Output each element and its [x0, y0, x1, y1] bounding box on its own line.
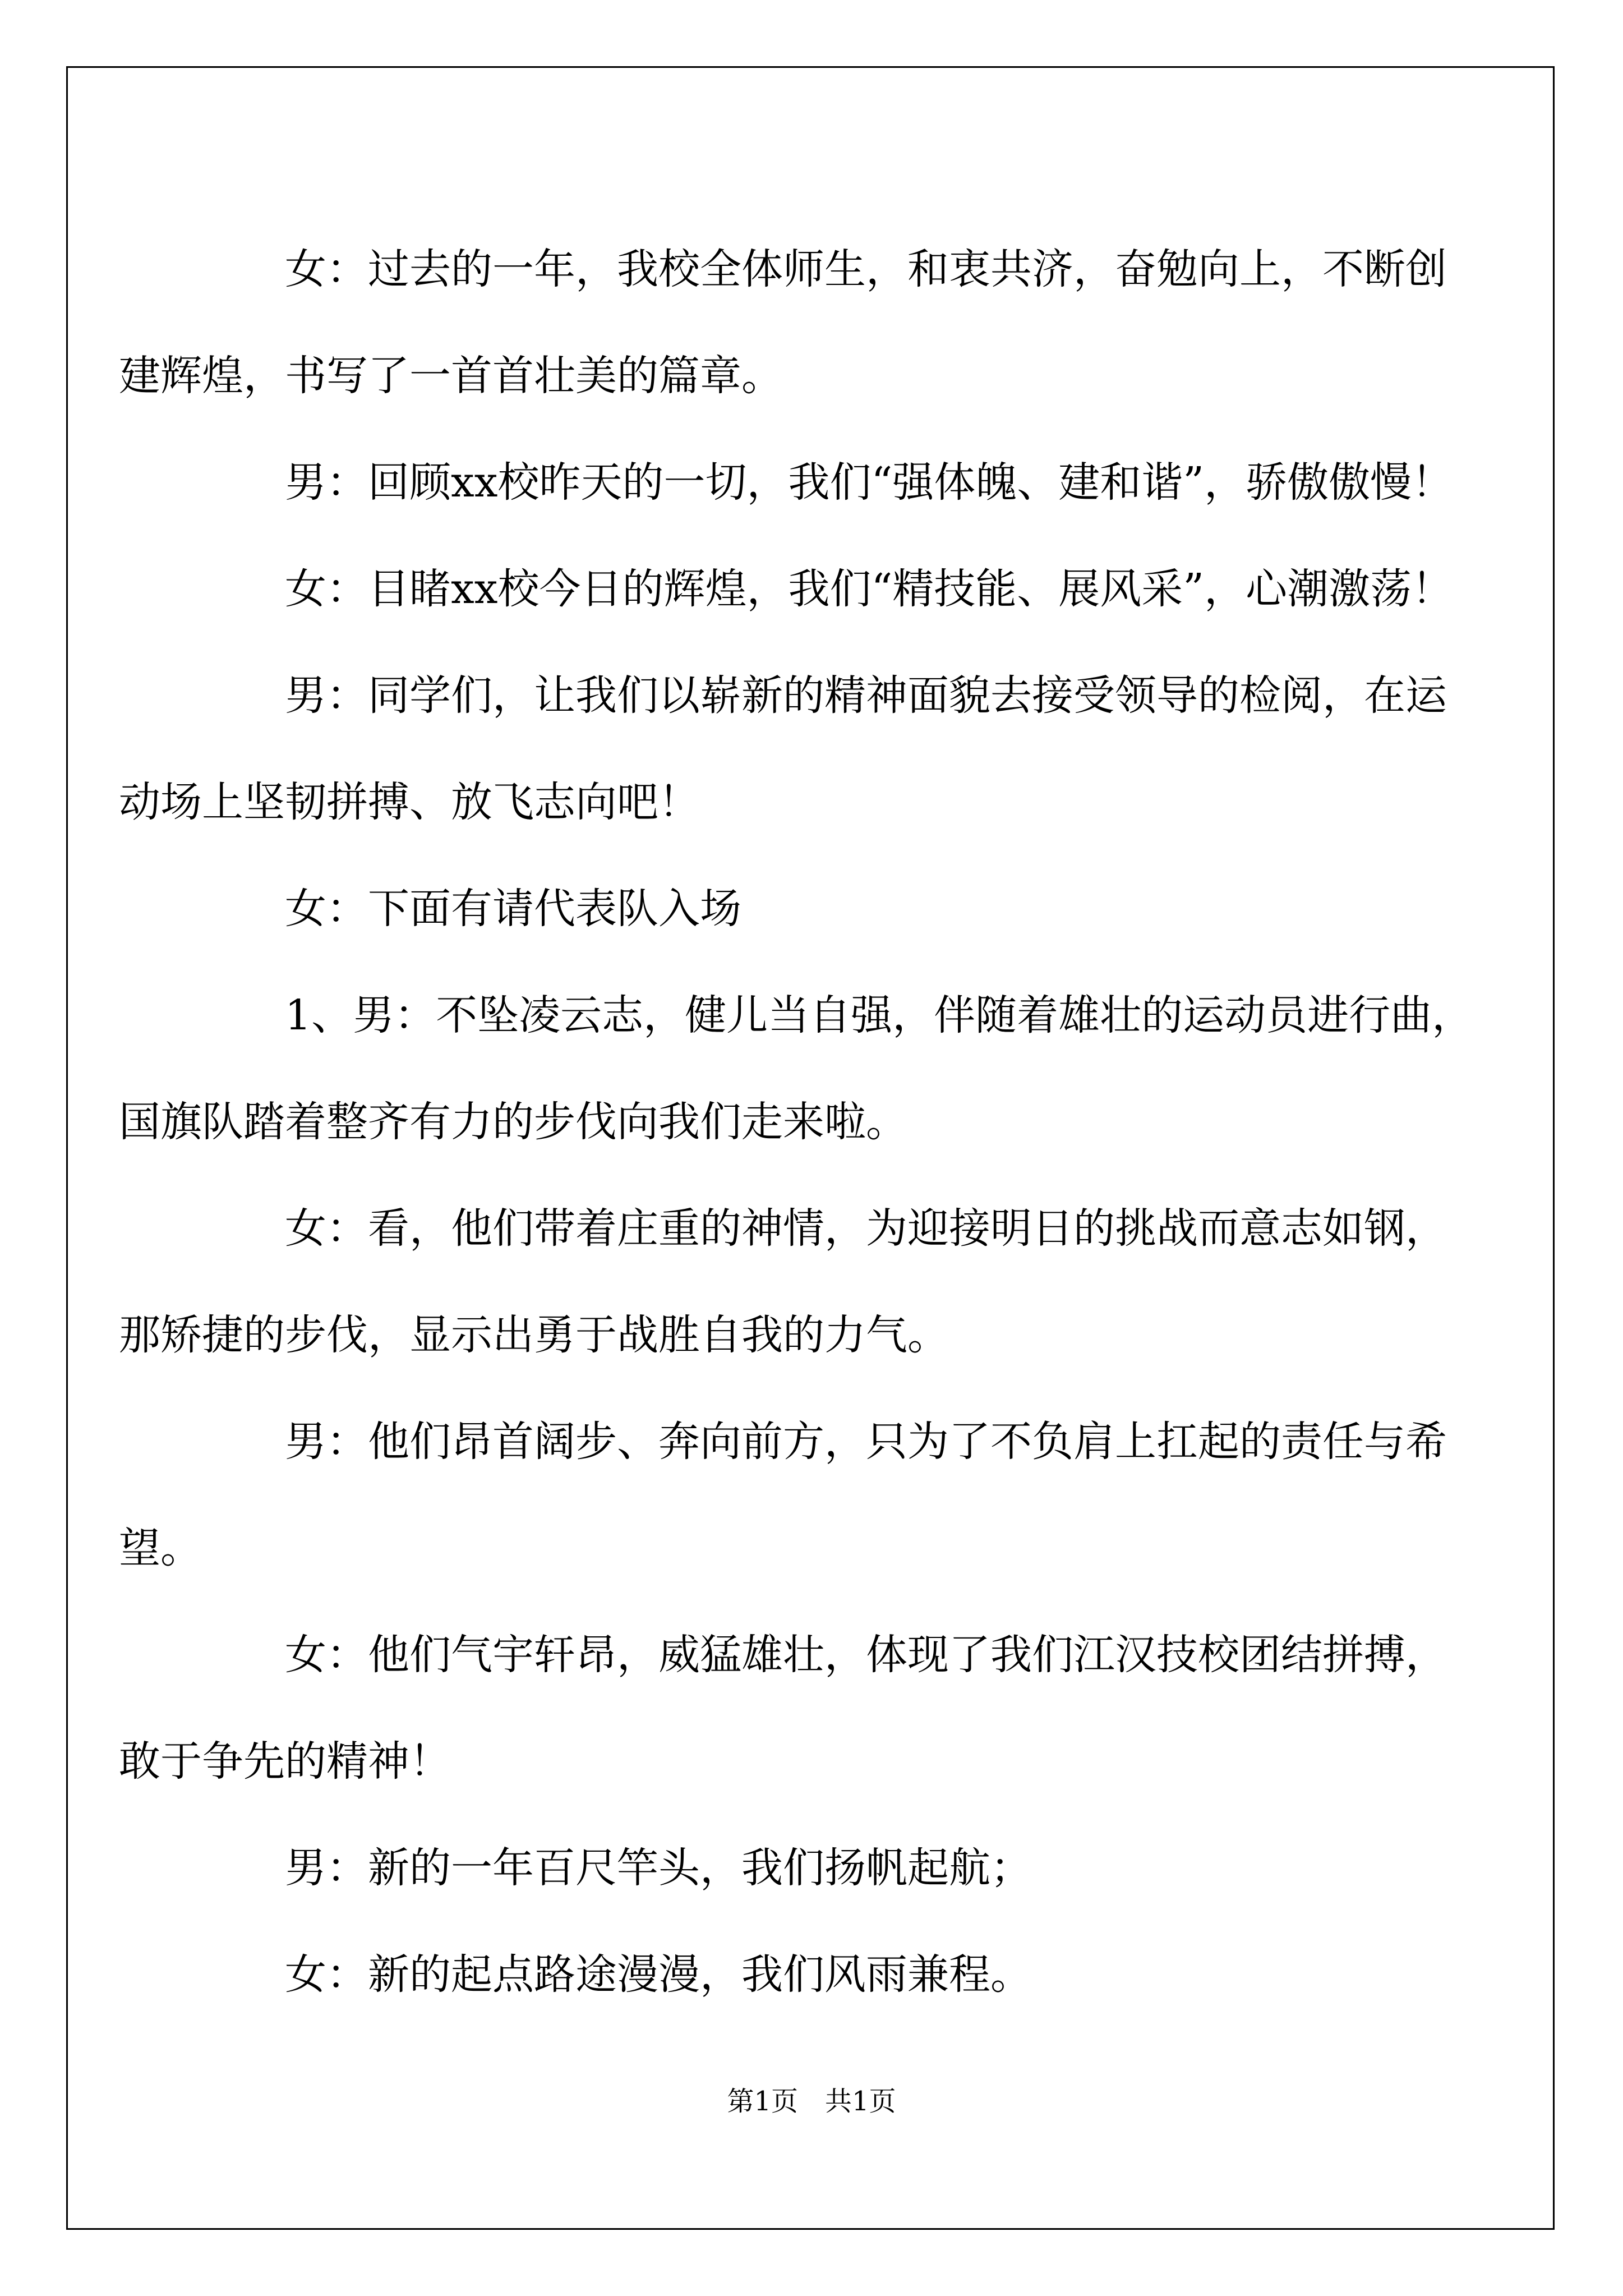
paragraph-5: [202, 855, 1430, 962]
paragraph-4: [119, 642, 1447, 855]
paragraph-7: [119, 1175, 1447, 1388]
paragraph-line: 望。: [119, 1524, 202, 1572]
paragraph-line: 女：过去的一年，我校全体师生，和衷共济，奋勉向上，不断创: [285, 245, 1447, 293]
paragraph-8: [119, 1388, 1447, 1602]
paragraph-line: 建辉煌，书写了一首首壮美的篇章。: [119, 352, 783, 400]
document-body: [119, 216, 1474, 2028]
paragraph-line: 女：他们气宇轩昂，威猛雄壮，体现了我们江汉技校团结拼搏，: [285, 1631, 1447, 1679]
paragraph-line: 女：看，他们带着庄重的神情，为迎接明日的挑战而意志如钢，: [285, 1204, 1447, 1253]
paragraph-1: [119, 216, 1447, 429]
paragraph-line: 敢于争先的精神！: [119, 1737, 451, 1786]
paragraph-line: 男：新的一年百尺竿头，我们扬帆起航；: [285, 1844, 1032, 1892]
paragraph-line: 男：他们昂首阔步、奔向前方，只为了不负肩上扛起的责任与希: [285, 1418, 1447, 1466]
page-total: 共1页: [825, 2086, 896, 2117]
paragraph-line: 女：目睹xx校今日的辉煌，我们“精技能、展风采”，心潮激荡！: [285, 565, 1454, 613]
paragraph-2: [202, 429, 1454, 536]
paragraph-line: 那矫捷的步伐，显示出勇于战胜自我的力气。: [119, 1311, 949, 1359]
paragraph-6: [119, 962, 1474, 1175]
paragraph-line: 动场上坚韧拼搏、放飞志向吧！: [119, 778, 700, 826]
paragraph-line: 男：回顾xx校昨天的一切，我们“强体魄、建和谐”，骄傲傲慢！: [285, 458, 1454, 507]
paragraph-line: 1、男：不坠凌云志，健儿当自强，伴随着雄壮的运动员进行曲，: [285, 991, 1474, 1039]
paragraph-line: 国旗队踏着整齐有力的步伐向我们走来啦。: [119, 1098, 907, 1146]
paragraph-11: [202, 1921, 1430, 2028]
paragraph-9: [119, 1602, 1447, 1815]
paragraph-line: 女：下面有请代表队入场: [285, 885, 741, 933]
paragraph-line: 男：同学们，让我们以崭新的精神面貌去接受领导的检阅，在运: [285, 671, 1447, 720]
paragraph-10: [202, 1815, 1430, 1921]
paragraph-3: [202, 536, 1454, 642]
page-footer: [0, 2085, 1623, 2118]
page-number: 第1页: [727, 2086, 798, 2117]
paragraph-line: 女：新的起点路途漫漫，我们风雨兼程。: [285, 1950, 1032, 1999]
